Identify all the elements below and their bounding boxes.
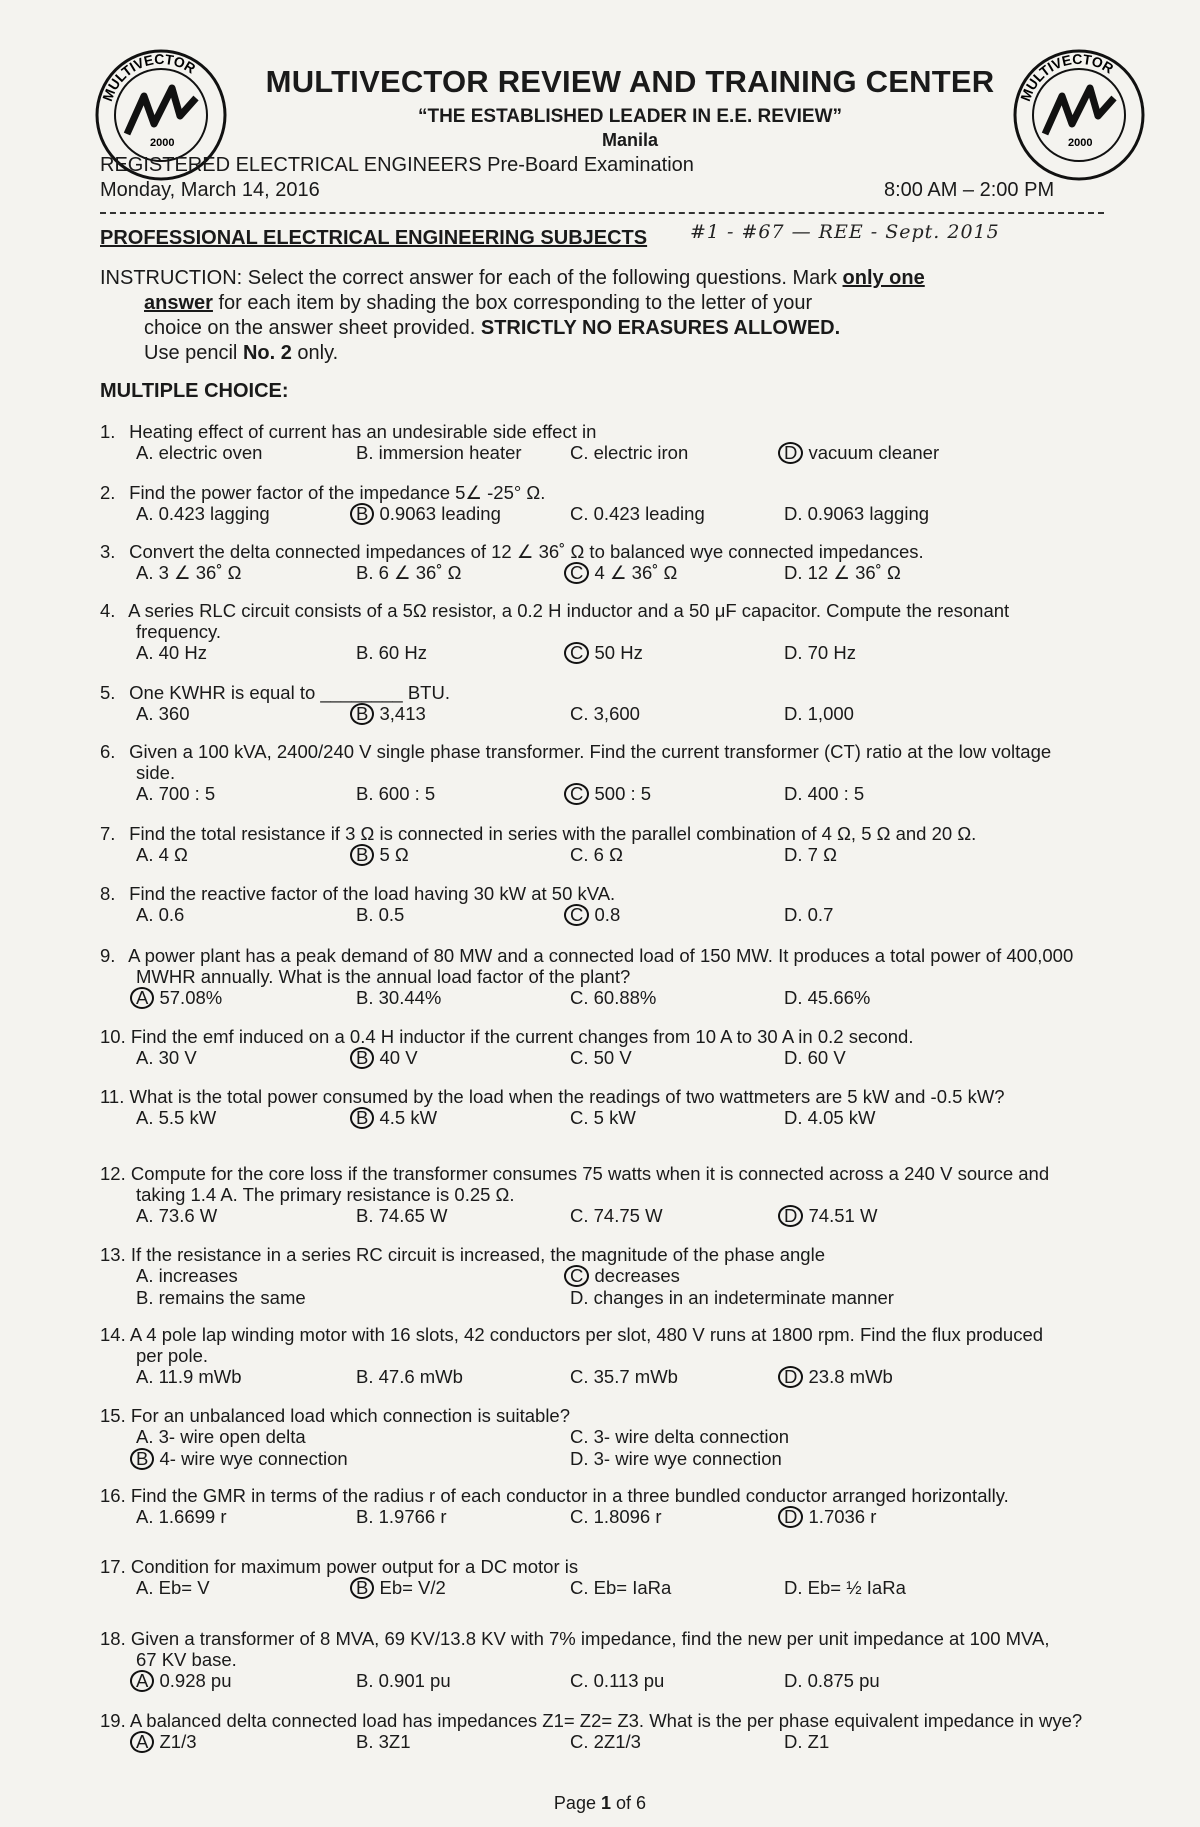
answer-option: C. electric iron [570, 442, 689, 463]
answer-option: A 57.08% [136, 987, 222, 1009]
question-text-continued: 67 KV base. [136, 1649, 237, 1670]
logo-ring-text: MULTIVECTOR [99, 50, 199, 104]
question-text: A series RLC circuit consists of a 5Ω resistor, a 0.2 H inductor and a 50 μF capacitor. Compute the resonant [124, 600, 1010, 621]
question-number: 10. [100, 1026, 126, 1047]
question-item [100, 1324, 1150, 1388]
question-stem [100, 1244, 1150, 1265]
answer-option: D. 70 Hz [784, 642, 856, 663]
answer-option: B. remains the same [136, 1287, 306, 1308]
question-text-continued: side. [136, 762, 176, 783]
answer-option: B. 1.9766 r [356, 1506, 447, 1527]
answer-option: B. 47.6 mWb [356, 1366, 463, 1387]
instruction-text: only. [291, 342, 339, 364]
answer-option: B. 30.44% [356, 987, 442, 1008]
answer-option: D. 400 : 5 [784, 783, 865, 804]
question-stem [100, 945, 1150, 966]
question-stem [100, 1556, 1150, 1577]
question-stem [100, 600, 1150, 621]
question-stem [100, 1710, 1150, 1731]
question-number: 3. [100, 541, 116, 562]
question-item [100, 1628, 1150, 1692]
question-text-continued: taking 1.4 A. The primary resistance is 0.25 Ω. [136, 1184, 515, 1205]
question-item [100, 1485, 1150, 1528]
exam-time: 8:00 AM – 2:00 PM [884, 179, 1055, 201]
answer-option: B. immersion heater [356, 442, 522, 463]
answer-option: B. 74.65 W [356, 1205, 448, 1226]
answer-option: C. 35.7 mWb [570, 1366, 678, 1387]
question-text: For an unbalanced load which connection is suitable? [125, 1405, 571, 1426]
answer-option: C. 50 V [570, 1047, 632, 1068]
answer-option: D. Z1 [784, 1731, 830, 1752]
instruction-text: Select the correct answer for each of the following questions. Mark [242, 267, 843, 289]
answer-option: A. 1.6699 r [136, 1506, 227, 1527]
answer-option: B 0.9063 leading [356, 503, 501, 525]
circled-answer-mark: C [564, 1265, 589, 1287]
question-number: 9. [100, 945, 116, 966]
question-text: Given a transformer of 8 MVA, 69 KV/13.8 KV with 7% impedance, find the new per unit impedance at 100 MVA, [125, 1628, 1050, 1649]
question-item [100, 482, 1150, 525]
circled-answer-mark: A [130, 987, 154, 1009]
answer-option: C. 60.88% [570, 987, 657, 1008]
answer-option: D. 1,000 [784, 703, 854, 724]
circled-answer-mark: B [350, 503, 374, 525]
options-row [100, 1205, 1150, 1227]
circled-answer-mark: D [778, 1366, 803, 1388]
circled-answer-mark: C [564, 562, 589, 584]
answer-option: C. 5 kW [570, 1107, 636, 1128]
question-number: 18. [100, 1628, 126, 1649]
question-number: 19. [100, 1710, 126, 1731]
options-row [100, 703, 1150, 725]
answer-option: C. 6 Ω [570, 844, 623, 865]
question-number: 12. [100, 1163, 126, 1184]
question-number: 5. [100, 682, 116, 703]
question-number: 13. [100, 1244, 126, 1265]
answer-option: A. 11.9 mWb [136, 1366, 242, 1387]
answer-option: C. Eb= IaRa [570, 1577, 672, 1598]
svg-text:MULTIVECTOR [1017, 51, 1116, 103]
circled-answer-mark: B [350, 1107, 374, 1129]
question-stem [100, 482, 1150, 503]
question-stem [100, 741, 1150, 762]
question-text: A power plant has a peak demand of 80 MW and a connected load of 150 MW. It produces a total power of 400,000 [124, 945, 1074, 966]
circled-answer-mark: C [564, 642, 589, 664]
footer-page-number: 1 [600, 1793, 611, 1813]
options-row [100, 1287, 1150, 1309]
question-number: 1. [100, 421, 116, 442]
answer-option: B 4- wire wye connection [136, 1448, 348, 1470]
logo-ring-text: MULTIVECTOR [1017, 50, 1117, 104]
answer-option: D. 45.66% [784, 987, 871, 1008]
answer-option: A. 40 Hz [136, 642, 207, 663]
question-number: 17. [100, 1556, 126, 1577]
question-text: Find the emf induced on a 0.4 H inductor if the current changes from 10 A to 30 A in 0.2 second. [125, 1026, 914, 1047]
question-item [100, 1086, 1150, 1129]
answer-option: C. 3,600 [570, 703, 640, 724]
answer-option: C 50 Hz [570, 642, 643, 664]
options-row [100, 1670, 1150, 1692]
instruction-emphasis: answer [144, 292, 213, 314]
options-row [100, 562, 1150, 584]
answer-option: D. 4.05 kW [784, 1107, 876, 1128]
question-text: Convert the delta connected impedances of 12 ∠ 36˚ Ω to balanced wye connected impedances. [124, 541, 924, 562]
question-number: 8. [100, 883, 116, 904]
answer-option: B. 0.901 pu [356, 1670, 451, 1691]
question-item [100, 945, 1150, 1009]
footer-word: Page [553, 1793, 596, 1813]
instruction-block [100, 266, 1000, 366]
question-stem [100, 421, 1150, 442]
divider [100, 212, 1104, 214]
answer-option: D 1.7036 r [784, 1506, 876, 1528]
answer-option: D 74.51 W [784, 1205, 877, 1227]
svg-text:MULTIVECTOR [99, 51, 198, 103]
question-text-continued: per pole. [136, 1345, 208, 1366]
question-item [100, 741, 1150, 805]
question-item [100, 600, 1150, 664]
answer-option: D. 0.7 [784, 904, 834, 925]
instruction-label: INSTRUCTION: [100, 267, 243, 289]
circled-answer-mark: B [350, 1577, 374, 1599]
answer-option: A. 0.6 [136, 904, 185, 925]
question-number: 6. [100, 741, 116, 762]
footer-total-pages: 6 [636, 1793, 647, 1813]
question-stem [100, 823, 1150, 844]
answer-option: B 5 Ω [356, 844, 409, 866]
question-stem [100, 682, 1150, 703]
answer-option: A. increases [136, 1265, 238, 1286]
answer-option: D. 0.875 pu [784, 1670, 880, 1691]
logo-year: 2000 [150, 137, 175, 149]
answer-option: A. 0.423 lagging [136, 503, 270, 524]
question-stem [100, 1628, 1150, 1649]
question-text: Find the reactive factor of the load having 30 kW at 50 kVA. [124, 883, 616, 904]
answer-option: A. Eb= V [136, 1577, 210, 1598]
answer-option: D. 0.9063 lagging [784, 503, 930, 524]
answer-option: C decreases [570, 1265, 680, 1287]
answer-option: C. 0.113 pu [570, 1670, 665, 1691]
question-text: Given a 100 kVA, 2400/240 V single phase transformer. Find the current transformer (CT) ratio at the low voltage [124, 741, 1052, 762]
answer-option: A. 30 V [136, 1047, 197, 1068]
circled-answer-mark: D [778, 442, 803, 464]
answer-option: D. changes in an indeterminate manner [570, 1287, 894, 1308]
answer-option: A. 360 [136, 703, 190, 724]
question-text-continued: MWHR annually. What is the annual load factor of the plant? [136, 966, 631, 987]
options-row [100, 642, 1150, 664]
question-text: A balanced delta connected load has impedances Z1= Z2= Z3. What is the per phase equivalent impedance in wye? [125, 1710, 1083, 1731]
exam-name: REGISTERED ELECTRICAL ENGINEERS Pre-Board Examination [100, 154, 694, 176]
question-item [100, 1405, 1150, 1470]
footer-word: of [616, 1793, 632, 1813]
answer-option: C 500 : 5 [570, 783, 651, 805]
options-row [100, 1366, 1150, 1388]
question-number: 16. [100, 1485, 126, 1506]
location: Manila [601, 130, 658, 150]
page-title: MULTIVECTOR REVIEW AND TRAINING CENTER [265, 64, 995, 99]
answer-option: B. 60 Hz [356, 642, 427, 663]
question-item [100, 823, 1150, 866]
question-text-continued: frequency. [136, 621, 222, 642]
question-stem [100, 541, 1150, 562]
question-text: Find the GMR in terms of the radius r of each conductor in a three bundled conductor arranged horizontally. [125, 1485, 1009, 1506]
handwritten-note: #1 - #67 — REE - Sept. 2015 [690, 221, 1000, 243]
options-row [100, 987, 1150, 1009]
answer-option: B. 6 ∠ 36˚ Ω [356, 562, 462, 583]
options-row [100, 1426, 1150, 1448]
question-number: 7. [100, 823, 116, 844]
question-item [100, 1244, 1150, 1309]
question-item [100, 1556, 1150, 1599]
options-row [100, 1731, 1150, 1753]
section-heading: MULTIPLE CHOICE: [100, 380, 289, 402]
question-stem [100, 883, 1150, 904]
answer-option: D. 12 ∠ 36˚ Ω [784, 562, 901, 583]
answer-option: C. 74.75 W [570, 1205, 663, 1226]
options-row [100, 1265, 1150, 1287]
answer-option: D. Eb= ½ IaRa [784, 1577, 906, 1598]
question-stem [100, 1163, 1150, 1184]
answer-option: D 23.8 mWb [784, 1366, 893, 1388]
question-stem [100, 1086, 1150, 1107]
answer-option: C. 2Z1/3 [570, 1731, 641, 1752]
question-stem [100, 1405, 1150, 1426]
options-row [100, 1506, 1150, 1528]
answer-option: A. 3 ∠ 36˚ Ω [136, 562, 242, 583]
question-text: One KWHR is equal to ________ BTU. [124, 682, 450, 703]
question-item [100, 1163, 1150, 1227]
answer-option: D. 3- wire wye connection [570, 1448, 782, 1469]
question-text: Compute for the core loss if the transformer consumes 75 watts when it is connected across a 240 V source and [125, 1163, 1050, 1184]
instruction-emphasis: only one [842, 267, 925, 289]
question-text: If the resistance in a series RC circuit is increased, the magnitude of the phase angle [125, 1244, 825, 1265]
tagline: “THE ESTABLISHED LEADER IN E.E. REVIEW” [417, 106, 843, 127]
answer-option: C. 0.423 leading [570, 503, 705, 524]
options-row [100, 1047, 1150, 1069]
options-row [100, 503, 1150, 525]
question-item [100, 1026, 1150, 1069]
options-row [100, 1577, 1150, 1599]
circled-answer-mark: D [778, 1506, 803, 1528]
instruction-pencil: No. 2 [242, 342, 292, 364]
question-stem [100, 1026, 1150, 1047]
options-row [100, 442, 1150, 464]
multivector-logo-right [1010, 46, 1148, 184]
answer-option: A. electric oven [136, 442, 263, 463]
circled-answer-mark: A [130, 1731, 154, 1753]
circled-answer-mark: C [564, 904, 589, 926]
instruction-text: for each item by shading the box corresponding to the letter of your [212, 292, 813, 314]
circled-answer-mark: B [350, 703, 374, 725]
instruction-text: choice on the answer sheet provided. [144, 317, 481, 339]
instruction-text: Use pencil [144, 342, 243, 364]
answer-option: C. 3- wire delta connection [570, 1426, 790, 1447]
answer-option: B. 3Z1 [356, 1731, 411, 1752]
logo-year: 2000 [1068, 137, 1093, 149]
question-text: What is the total power consumed by the load when the readings of two wattmeters are 5 kW and -0.5 kW? [124, 1086, 1005, 1107]
options-row [100, 904, 1150, 926]
answer-option: A. 4 Ω [136, 844, 188, 865]
answer-option: B. 600 : 5 [356, 783, 436, 804]
options-row [100, 1107, 1150, 1129]
question-item [100, 682, 1150, 725]
options-row [100, 783, 1150, 805]
question-number: 11. [100, 1086, 125, 1107]
circled-answer-mark: B [130, 1448, 154, 1470]
answer-option: B Eb= V/2 [356, 1577, 446, 1599]
exam-date: Monday, March 14, 2016 [100, 179, 320, 201]
answer-option: A. 3- wire open delta [136, 1426, 306, 1447]
answer-option: A Z1/3 [136, 1731, 197, 1753]
question-item [100, 541, 1150, 584]
question-text: Find the total resistance if 3 Ω is connected in series with the parallel combination of 4 Ω, 5 Ω and 20 Ω. [124, 823, 977, 844]
question-item [100, 421, 1150, 464]
answer-option: D. 7 Ω [784, 844, 837, 865]
answer-option: B 3,413 [356, 703, 426, 725]
circled-answer-mark: B [350, 844, 374, 866]
question-stem [100, 1485, 1150, 1506]
answer-option: A. 5.5 kW [136, 1107, 217, 1128]
page-footer [0, 1793, 1200, 1814]
question-item [100, 883, 1150, 926]
question-text: Find the power factor of the impedance 5∠ -25° Ω. [124, 482, 546, 503]
circled-answer-mark: C [564, 783, 589, 805]
question-number: 15. [100, 1405, 126, 1426]
question-text: Heating effect of current has an undesirable side effect in [124, 421, 597, 442]
answer-option: D vacuum cleaner [784, 442, 939, 464]
options-row [100, 844, 1150, 866]
circled-answer-mark: B [350, 1047, 374, 1069]
answer-option: B 40 V [356, 1047, 418, 1069]
answer-option: A 0.928 pu [136, 1670, 232, 1692]
question-item [100, 1710, 1150, 1753]
answer-option: D. 60 V [784, 1047, 846, 1068]
question-text: A 4 pole lap winding motor with 16 slots, 42 conductors per slot, 480 V runs at 1800 rpm. Find the flux produced [125, 1324, 1044, 1345]
options-row [100, 1448, 1150, 1470]
answer-option: A. 73.6 W [136, 1205, 218, 1226]
answer-option: B 4.5 kW [356, 1107, 437, 1129]
answer-option: C. 1.8096 r [570, 1506, 662, 1527]
question-number: 4. [100, 600, 116, 621]
question-number: 14. [100, 1324, 126, 1345]
answer-option: B. 0.5 [356, 904, 405, 925]
question-number: 2. [100, 482, 116, 503]
circled-answer-mark: D [778, 1205, 803, 1227]
question-text: Condition for maximum power output for a DC motor is [125, 1556, 579, 1577]
question-stem [100, 1324, 1150, 1345]
answer-option: A. 700 : 5 [136, 783, 216, 804]
instruction-strict: STRICTLY NO ERASURES ALLOWED. [480, 317, 841, 339]
subject-heading: PROFESSIONAL ELECTRICAL ENGINEERING SUBJECTS [100, 227, 648, 249]
circled-answer-mark: A [130, 1670, 154, 1692]
answer-option: C 0.8 [570, 904, 620, 926]
answer-option: C 4 ∠ 36˚ Ω [570, 562, 677, 584]
